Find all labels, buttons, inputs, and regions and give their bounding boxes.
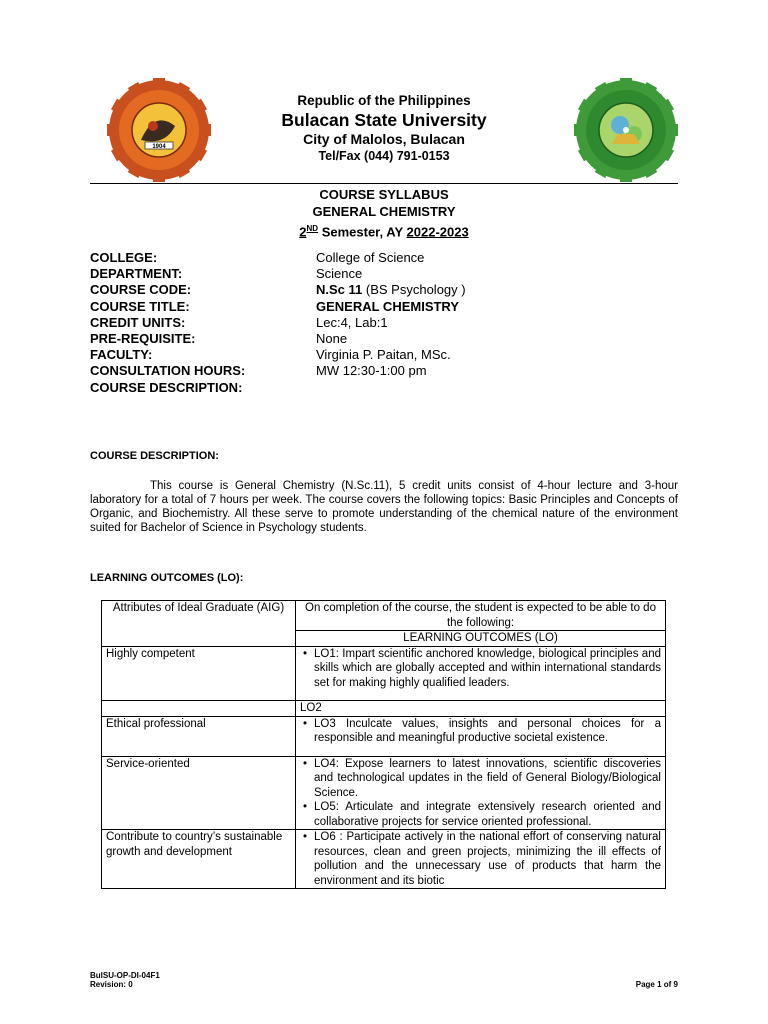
table-row (102, 646, 666, 701)
document-code: BulSU-OP-DI-04F1 Revision: 0 (90, 971, 160, 989)
page-number: Page 1 of 9 (635, 980, 678, 989)
table-row (102, 830, 666, 889)
header-completion: On completion of the course, the student is expected to be able to do the following: (296, 601, 666, 631)
course-description-text: This course is General Chemistry (N.Sc.11), 5 credit units consist of 4-hour lecture and 3-hour laboratory for a total of 7 hours per week. The course covers the following topics: Basic Principles and Concepts of Organic, and Biochemistry. All these serve to promote understanding of the chemical nature of the environment suited for Bachelor of Science in Psychology students. (90, 480, 678, 534)
outcome-cell (296, 716, 666, 756)
outcome-item: • LO1: Impart scientific anchored knowledge, biological principles and skills which are globally accepted and within international standards set for making highly qualified leaders. (314, 647, 661, 691)
learning-outcomes-table (101, 600, 666, 889)
university-name: Bulacan State University (281, 110, 487, 130)
telfax-line: Tel/Fax (044) 791-0153 (318, 149, 450, 163)
learning-outcomes-heading: LEARNING OUTCOMES (LO): (90, 572, 244, 584)
header-divider (90, 183, 678, 184)
table-row (102, 716, 666, 756)
attribute-cell (102, 701, 296, 717)
course-name-title: GENERAL CHEMISTRY (312, 204, 456, 219)
course-description-heading: COURSE DESCRIPTION: (90, 450, 219, 462)
outcome-cell (296, 646, 666, 701)
outcome-cell: LO2 (296, 701, 666, 717)
college-of-science-seal (574, 78, 678, 182)
city-line: City of Malolos, Bulacan (303, 131, 465, 147)
letterhead (230, 92, 538, 165)
outcome-item: • LO5: Articulate and integrate extensively research oriented and collaborative projects for service oriented professional. (314, 800, 661, 829)
table-header-row (102, 601, 666, 631)
outcome-item: • LO6 : Participate actively in the national effort of conserving natural resources, clean and green projects, minimizing the ill effects of pollution and the unnecessary use of products that harm the environment and its biotic (314, 830, 661, 888)
table-row (102, 756, 666, 830)
attribute-cell: Highly competent (102, 646, 296, 701)
outcome-item: • LO4: Expose learners to latest innovations, scientific discoveries and technological updates in the field of General Biology/Biological Science. (314, 757, 661, 801)
seal-year: 1904 (152, 144, 166, 150)
semester-line: 2ND Semester, AY 2022-2023 (299, 224, 469, 240)
attribute-cell: Service-oriented (102, 756, 296, 830)
republic-line: Republic of the Philippines (297, 93, 471, 108)
header-lo: LEARNING OUTCOMES (LO) (296, 631, 666, 647)
outcome-item: • LO3 Inculcate values, insights and personal choices for a responsible and meaningful productive societal existence. (314, 717, 661, 746)
attribute-cell: Contribute to country’s sustainable growth and development (102, 830, 296, 889)
attribute-cell: Ethical professional (102, 716, 296, 756)
bulacan-state-university-seal (107, 78, 211, 182)
syllabus-title: COURSE SYLLABUS (319, 187, 449, 202)
table-row (102, 701, 666, 717)
header-aig: Attributes of Ideal Graduate (AIG) (102, 601, 296, 647)
outcome-cell (296, 830, 666, 889)
syllabus-title-block (230, 186, 538, 240)
outcome-cell (296, 756, 666, 830)
